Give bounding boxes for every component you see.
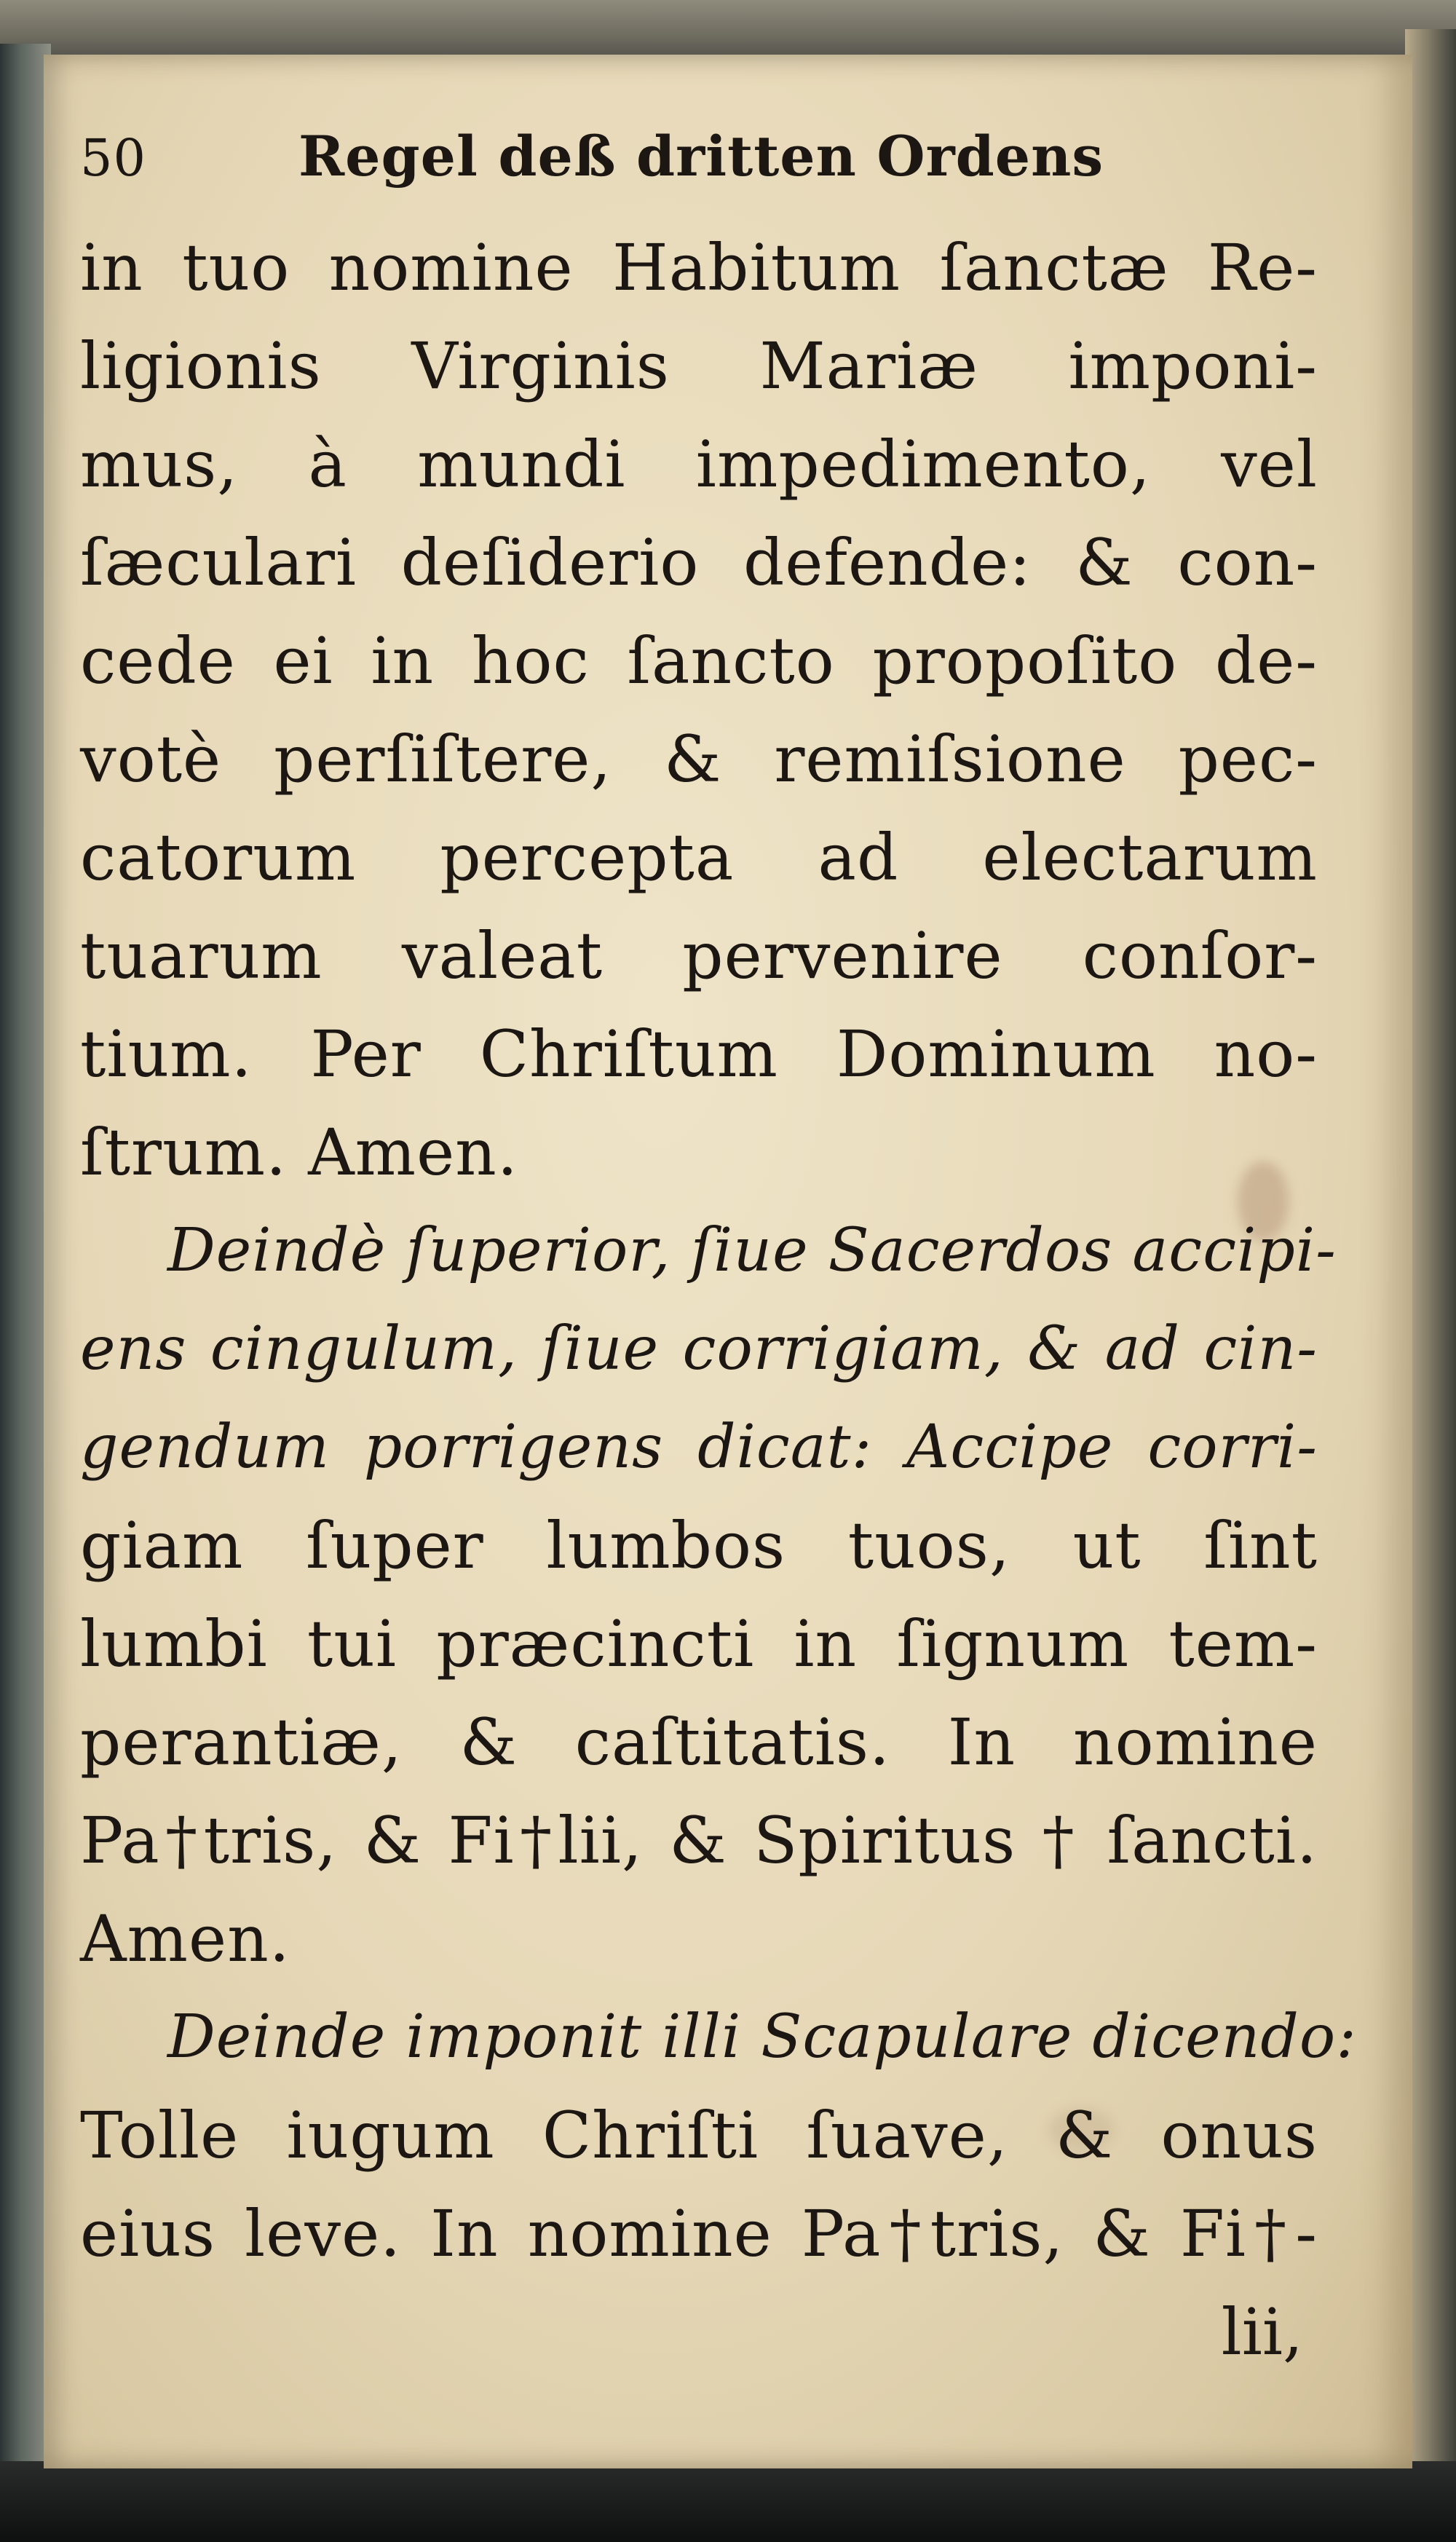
- text-line: ſtrum. Amen.: [80, 1115, 518, 1190]
- rubric-line: Deinde imponit illi Scapulare dicendo:: [167, 2002, 1357, 2072]
- text-line: ligionis Virginis Mariæ imponi-: [80, 328, 1318, 403]
- page-fore-edge: [1405, 29, 1456, 2461]
- text-line: tium. Per Chriſtum Dominum no-: [80, 1017, 1318, 1092]
- text-line: ſæculari deſiderio defende: & con-: [80, 525, 1318, 600]
- text-line: perantiæ, & caſtitatis. In nomine: [80, 1705, 1318, 1780]
- catchword: lii,: [1221, 2294, 1303, 2369]
- text-line: mus, à mundi impedimento, vel: [80, 427, 1318, 502]
- rubric-line: gendum porrigens dicat: Accipe corri-: [80, 1413, 1318, 1482]
- page-number: 50: [80, 128, 147, 188]
- text-line: tuarum valeat pervenire conſor-: [80, 918, 1318, 993]
- text-line: votè perſiſtere, & remiſsione pec-: [80, 722, 1318, 797]
- text-line: eius leve. In nomine Pa†tris, & Fi†-: [80, 2196, 1318, 2271]
- text-line: giam ſuper lumbos tuos, ut ſint: [80, 1508, 1318, 1583]
- rubric-line: Deindè ſuperior, ſiue Sacerdos accipi-: [167, 1216, 1337, 1285]
- text-line: in tuo nomine Habitum ſanctæ Re-: [80, 230, 1318, 305]
- text-line: catorum percepta ad electarum: [80, 820, 1318, 895]
- book-bottom-edge: [0, 2461, 1456, 2542]
- text-line: Amen.: [80, 1901, 290, 1976]
- page-text: [80, 124, 1357, 2381]
- page-header: [80, 124, 1318, 218]
- running-head: Regel deß dritten Ordens: [298, 124, 1104, 189]
- text-line: Pa†tris, & Fi†lii, & Spiritus † ſancti.: [80, 1803, 1318, 1878]
- text-line: lumbi tui præcincti in ſignum tem-: [80, 1606, 1318, 1681]
- text-line: cede ei in hoc ſancto propoſito de-: [80, 623, 1318, 698]
- text-line: Tolle iugum Chriſti ſuave, & onus: [80, 2098, 1318, 2173]
- rubric-line: ens cingulum, ſiue corrigiam, & ad cin-: [80, 1314, 1318, 1384]
